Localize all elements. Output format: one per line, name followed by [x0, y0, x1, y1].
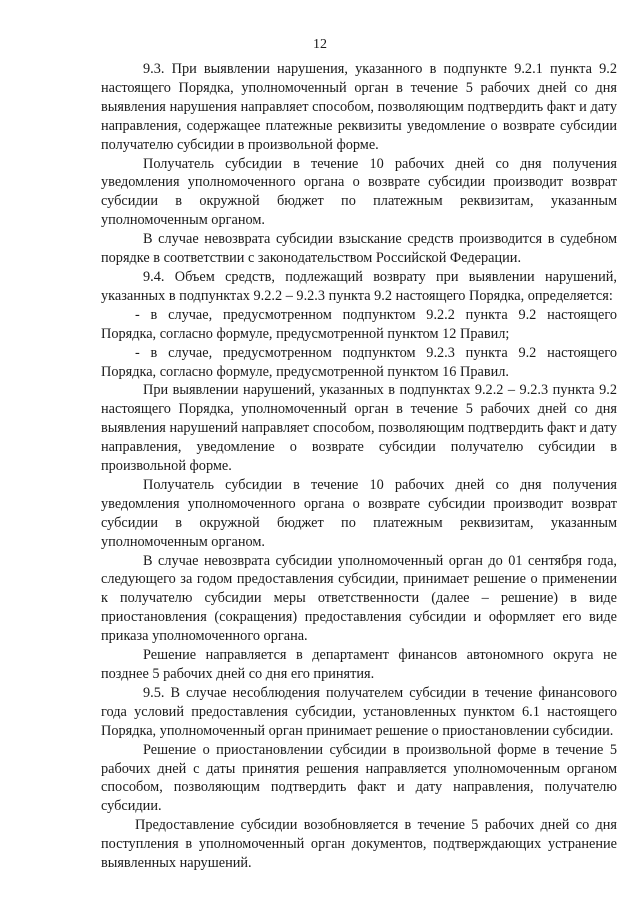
- paragraph-resumption: Предоставление субсидии возобновляется в течение 5 рабочих дней со дня поступления в уполномоченный орган документов, подтверждающих устранение выявленных нарушений.: [101, 817, 617, 872]
- list-item-9-2-3: - в случае, предусмотренном подпунктом 9.2.3 пункта 9.2 настоящего Порядка, согласно формуле, предусмотренной пунктом 16 Правил.: [101, 344, 617, 380]
- list-item-9-2-2: - в случае, предусмотренном подпунктом 9.2.2 пункта 9.2 настоящего Порядка, согласно формуле, предусмотренной пунктом 12 Правил;: [101, 306, 617, 342]
- page-number: 12: [313, 37, 327, 52]
- paragraph-9-3: 9.3. При выявлении нарушения, указанного в подпункте 9.2.1 пункта 9.2 настоящего Порядка, уполномоченный орган в течение 5 рабочих дней со дня выявления нарушения направляет способом, позволяющим подтвердить факт и дату направления, содержащее платежные реквизиты уведомление о возврате субсидии получателю субсидии в произвольной форме.: [101, 61, 617, 153]
- paragraph-suspension-decision: Решение о приостановлении субсидии в произвольной форме в течение 5 рабочих дней с даты принятия решения направляется уполномоченным органом способом, позволяющим подтвердить факт и дату направления, получателю субсидии.: [101, 741, 617, 815]
- paragraph-9-4: 9.4. Объем средств, подлежащий возврату при выявлении нарушений, указанных в подпунктах 9.2.2 – 9.2.3 пункта 9.2 настоящего Порядка, определяется:: [101, 268, 617, 304]
- paragraph-decision-sent: Решение направляется в департамент финансов автономного округа не позднее 5 рабочих дней со дня его принятия.: [101, 647, 617, 682]
- document-body: [101, 60, 617, 873]
- paragraph-9-5: 9.5. В случае несоблюдения получателем субсидии в течение финансового года условий предоставления субсидии, установленных пунктом 6.1 настоящего Порядка, уполномоченный орган принимает решение о приостановлении субсидии.: [101, 684, 617, 739]
- paragraph-violations-notice: При выявлении нарушений, указанных в подпунктах 9.2.2 – 9.2.3 пункта 9.2 настоящего Порядка, уполномоченный орган в течение 5 рабочих дней со дня выявления нарушений направляет способом, позволяющим подтвердить факт и дату направления, уведомление о возврате субсидии получателю субсидии в произвольной форме.: [101, 382, 617, 475]
- paragraph-refund-by-recipient-2: Получатель субсидии в течение 10 рабочих дней со дня получения уведомления уполномоченного органа о возврате субсидии производит возврат субсидии в окружной бюджет по платежным реквизитам, указанным уполномоченным органом.: [101, 476, 617, 550]
- paragraph-court-recovery: В случае невозврата субсидии взыскание средств производится в судебном порядке в соответствии с законодательством Российской Федерации.: [101, 231, 617, 267]
- paragraph-responsibility-decision: В случае невозврата субсидии уполномоченный орган до 01 сентября года, следующего за годом предоставления субсидии, принимает решение о применении к получателю субсидии меры ответственности (далее – решение) в виде приостановления (сокращения) предоставления субсидии и оформляет его виде приказа уполномоченного органа.: [101, 552, 617, 645]
- paragraph-refund-by-recipient: Получатель субсидии в течение 10 рабочих дней со дня получения уведомления уполномоченного органа о возврате субсидии производит возврат субсидии в окружной бюджет по платежным реквизитам, указанным уполномоченным органом.: [101, 155, 617, 229]
